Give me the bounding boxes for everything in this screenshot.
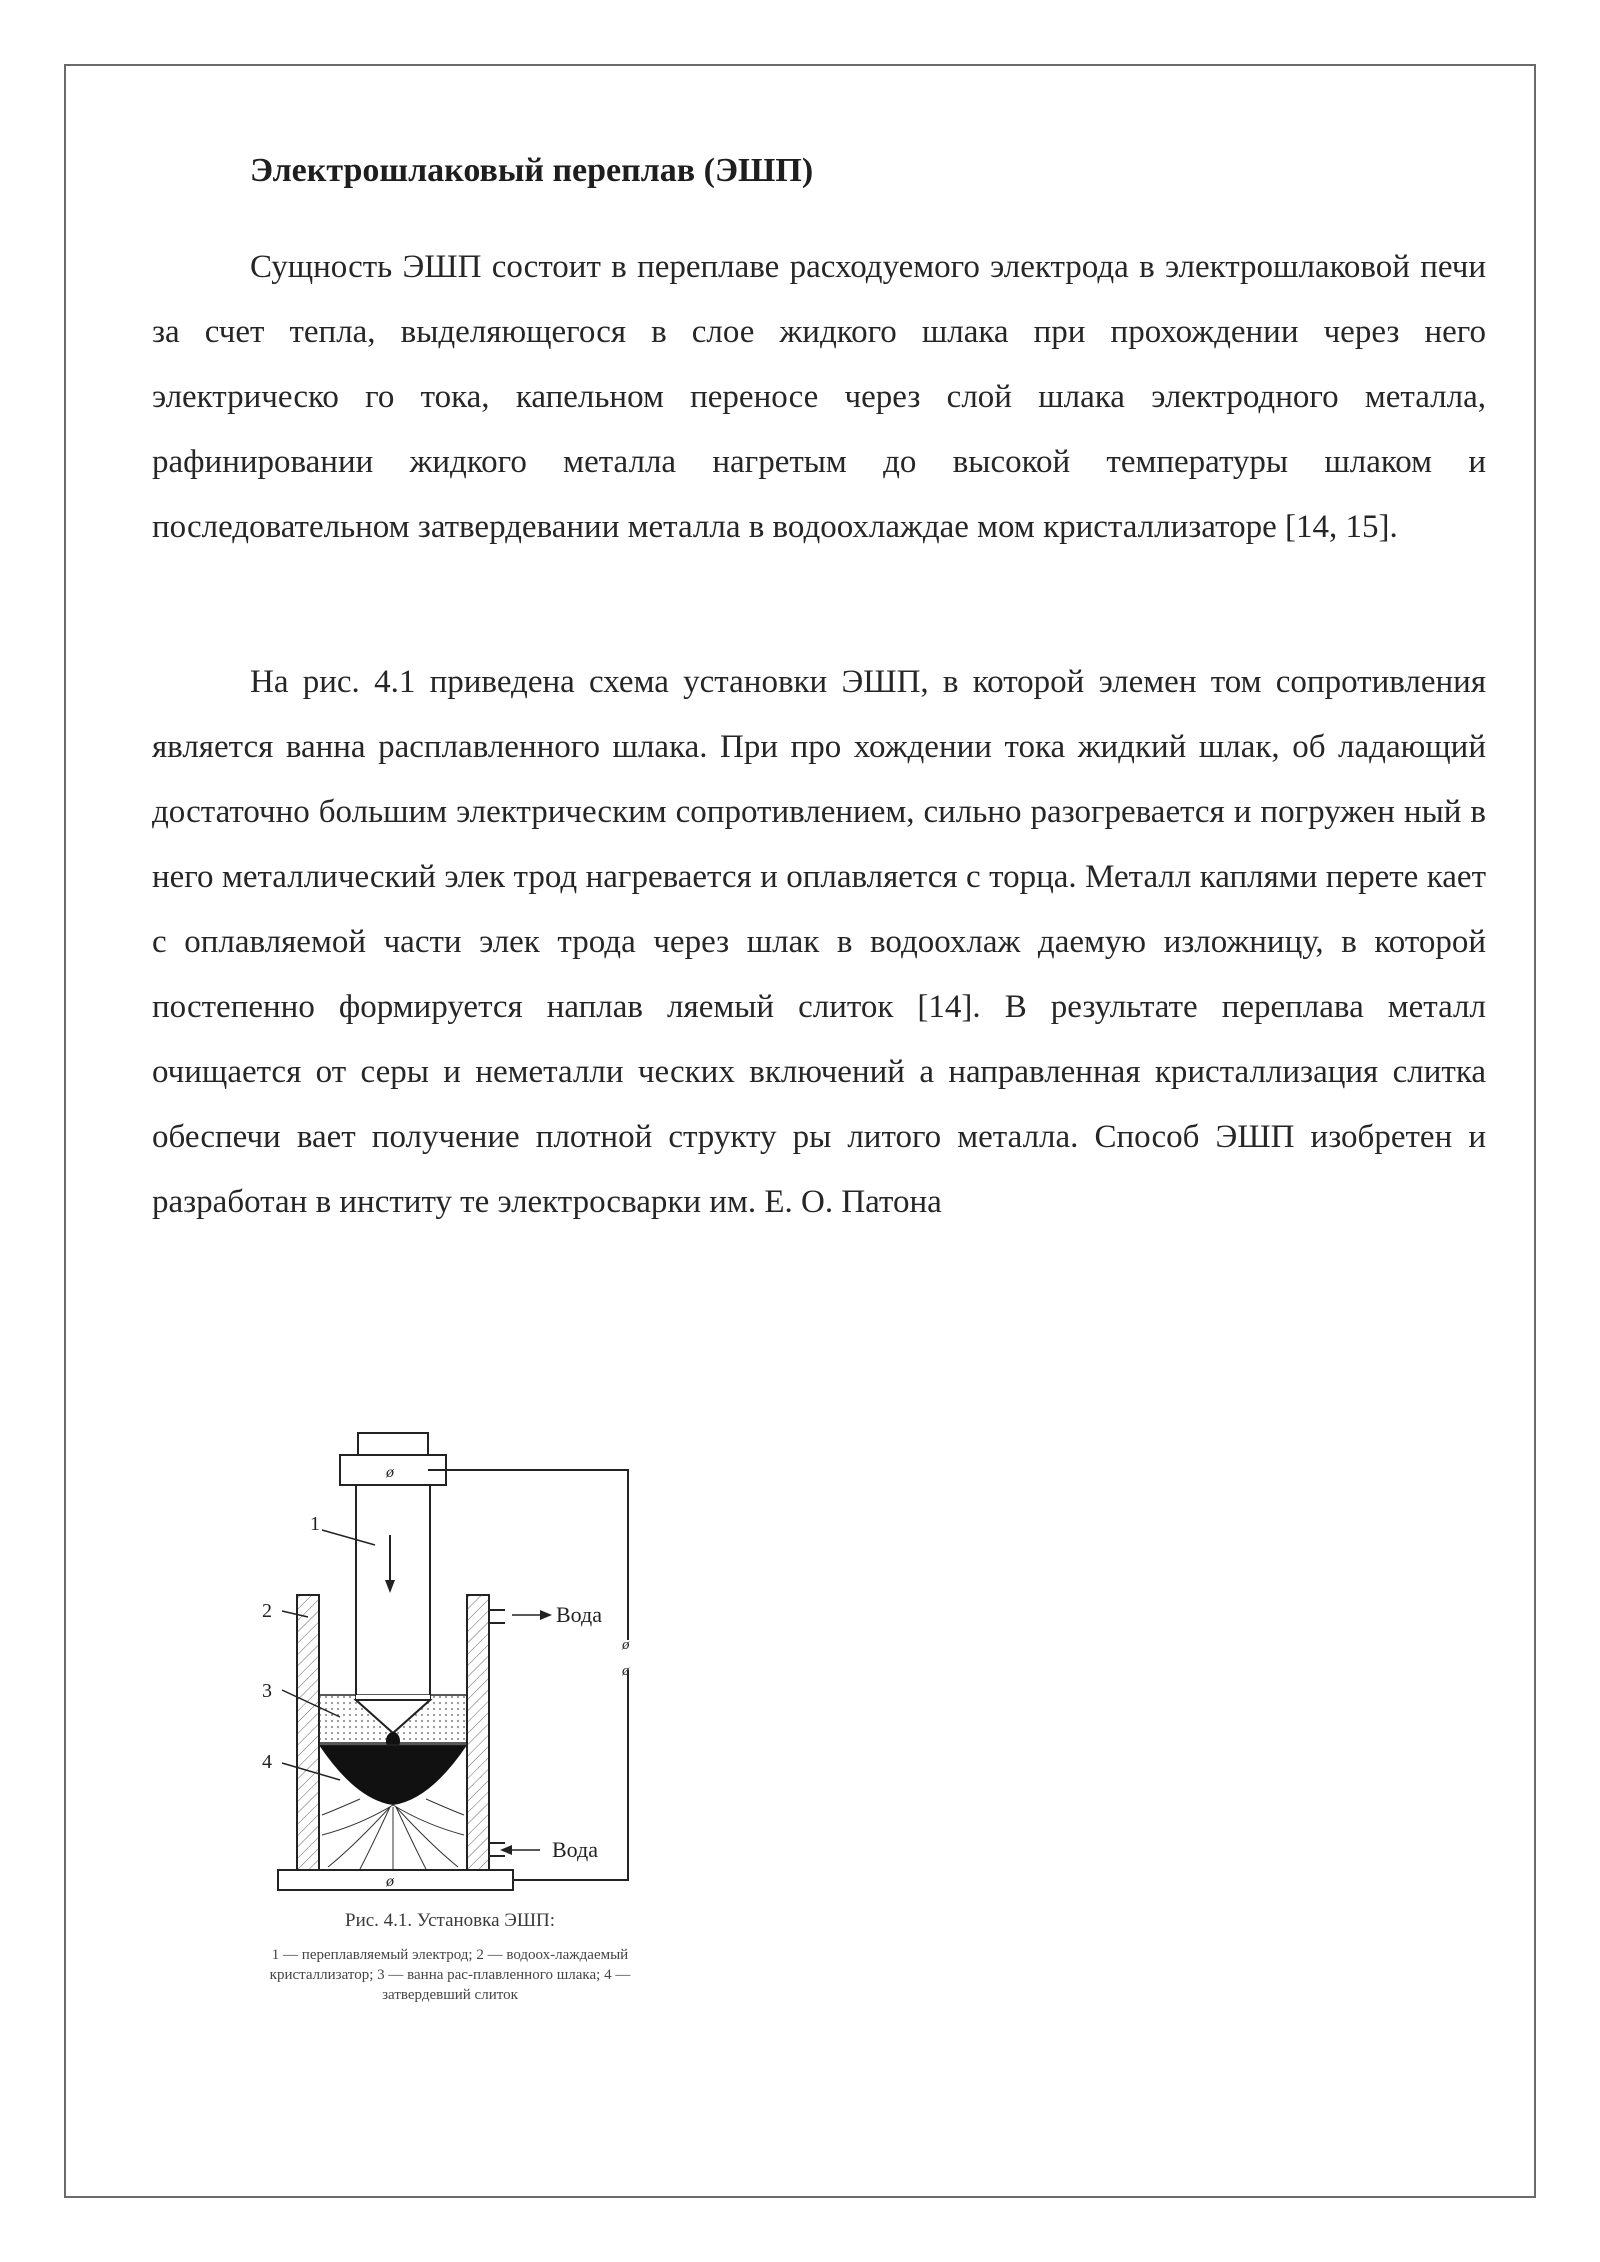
svg-text:ø: ø bbox=[622, 1637, 630, 1653]
label-4: 4 bbox=[262, 1751, 272, 1773]
mold-left-wall bbox=[297, 1595, 319, 1870]
label-1: 1 bbox=[310, 1513, 320, 1535]
section-heading: Электрошлаковый переплав (ЭШП) bbox=[250, 152, 814, 189]
svg-text:ø: ø bbox=[386, 1873, 394, 1890]
paragraph-1: Сущность ЭШП состоит в переплаве расходуемого электрода в электрошлаковой печи за счет тепла, выделяющегося в слое жидкого шлака при прохождении через него электрическо го тока, капельном переносе через слой шлака электродного металла, рафинировании жидкого металла нагретым до высокой температуры шлаком и последовательном затвердевании металла в водоохлаждае мом кристаллизаторе [14, 15]. bbox=[152, 249, 1486, 545]
figure-caption: Рис. 4.1. Установка ЭШП: bbox=[345, 1910, 555, 1931]
figure-legend: 1 — переплавляемый электрод; 2 — водоох-лаждаемый кристаллизатор; 3 — ванна рас-плавленного шлака; 4 — затвердевший слиток bbox=[269, 1947, 631, 2003]
svg-text:ø: ø bbox=[386, 1464, 394, 1481]
water-outlet-label: Вода bbox=[556, 1602, 602, 1627]
holder-cap bbox=[358, 1433, 428, 1455]
base-plate bbox=[278, 1870, 513, 1890]
label-3: 3 bbox=[262, 1680, 272, 1702]
svg-text:ø: ø bbox=[622, 1663, 630, 1679]
consumable-electrode bbox=[356, 1485, 430, 1700]
metal-pool bbox=[319, 1745, 467, 1805]
mold-right-wall bbox=[467, 1595, 489, 1870]
paragraph-2: На рис. 4.1 приведена схема установки ЭШП, в которой элемен том сопротивления является ванна расплавленного шлака. При про хождении тока жидкий шлак, об ладающий достаточно большим электрическим сопротивлением, сильно разогревается и погружен ный в него металлический элек трод нагревается и оплавляется с торца. Металл каплями перете кает с оплавляемой части элек трода через шлак в водоохлаж даемую изложницу, в которой постепенно формируется наплав ляемый слиток [14]. В результате переплава металл очищается от серы и неметалли ческих включений а направленная кристаллизация слитка обеспечи вает получение плотной структу ры литого металла. Способ ЭШП изобретен и разработан в институ те электросварки им. Е. О. Патона bbox=[152, 664, 1486, 1220]
esr-diagram bbox=[240, 1395, 660, 1905]
water-inlet-label: Вода bbox=[552, 1837, 598, 1862]
esr-diagram-figure bbox=[240, 1395, 660, 2020]
label-2: 2 bbox=[262, 1600, 272, 1622]
